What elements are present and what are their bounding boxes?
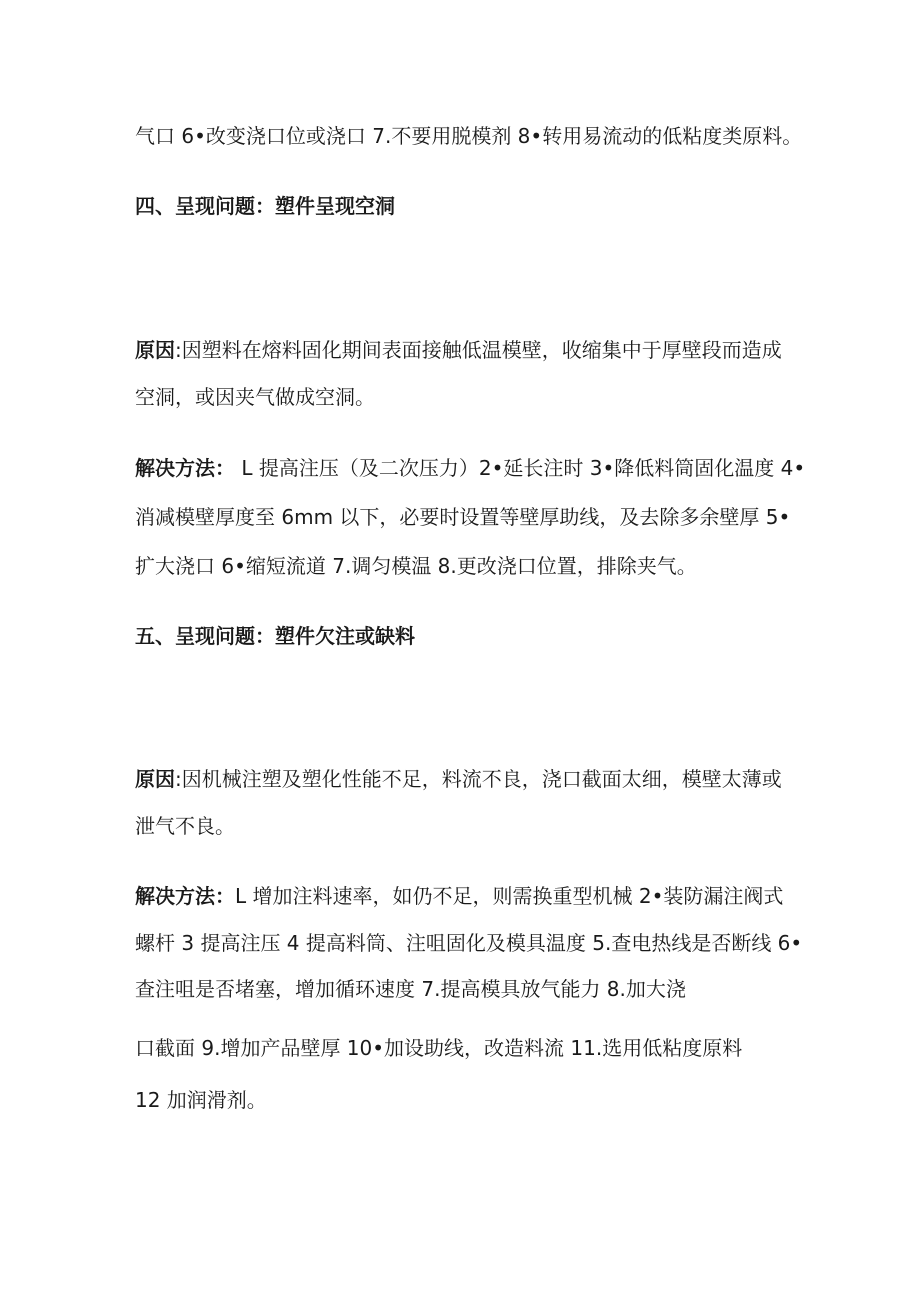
section4-heading <box>135 192 395 220</box>
section4-solution-text3: 扩大浇口 6•缩短流道 7.调匀模温 8.更改浇口位置，排除夹气。 <box>135 554 697 578</box>
section5-solution-line5 <box>135 1086 267 1114</box>
section4-cause-line2 <box>135 383 375 411</box>
section4-solution-text2: 消减模壁厚度至 6mm 以下，必要时设置等壁厚助线，及去除多余壁厚 5• <box>135 505 791 529</box>
section4-heading-text: 四、呈现问题：塑件呈现空洞 <box>135 194 395 218</box>
section4-solution-line2 <box>135 503 790 531</box>
section5-solution-line3 <box>135 975 686 1003</box>
section5-cause-line2 <box>135 812 235 840</box>
section4-cause-text2: 空洞，或因夹气做成空洞。 <box>135 385 375 409</box>
section5-solution-text1: L 增加注料速率，如仍不足，则需换重型机械 2•装防漏注阀式 <box>235 884 784 908</box>
section5-cause-label: 原因 <box>135 767 175 791</box>
section5-solution-line2 <box>135 929 802 957</box>
section5-solution-text5: 12 加润滑剂。 <box>135 1088 267 1112</box>
section5-solution-text4: 口截面 9.增加产品壁厚 10•加设助线，改造料流 11.选用低粘度原料 <box>135 1036 743 1060</box>
section4-solution-text1: L 提高注压（及二次压力）2•延长注时 3•降低料筒固化温度 4• <box>235 456 806 480</box>
section4-solution-label: 解决方法： <box>135 456 235 480</box>
section5-solution-text2: 螺杆 3 提高注压 4 提高料筒、注咀固化及模具温度 5.查电热线是否断线 6• <box>135 931 803 955</box>
section5-solution-label: 解决方法： <box>135 884 235 908</box>
section5-solution-line4 <box>135 1034 742 1062</box>
intro-text-line <box>135 122 802 150</box>
section5-heading-text: 五、呈现问题：塑件欠注或缺料 <box>135 624 415 648</box>
section4-solution-line3 <box>135 552 697 580</box>
section5-cause-text2: 泄气不良。 <box>135 814 235 838</box>
section5-solution-line1 <box>135 882 783 910</box>
section5-solution-text3: 查注咀是否堵塞，增加循环速度 7.提高模具放气能力 8.加大浇 <box>135 977 686 1001</box>
section4-solution-line1 <box>135 454 805 482</box>
section4-cause-label: 原因 <box>135 338 175 362</box>
section5-cause-line1 <box>135 765 782 793</box>
section4-cause-text1: :因塑料在熔料固化期间表面接触低温模壁，收缩集中于厚壁段而造成 <box>175 338 782 362</box>
intro-text: 气口 6•改变浇口位或浇口 7.不要用脱模剂 8•转用易流动的低粘度类原料。 <box>135 124 803 148</box>
section5-heading <box>135 622 415 650</box>
section4-cause-line1 <box>135 336 782 364</box>
section5-cause-text1: :因机械注塑及塑化性能不足，料流不良，浇口截面太细，模壁太薄或 <box>175 767 782 791</box>
